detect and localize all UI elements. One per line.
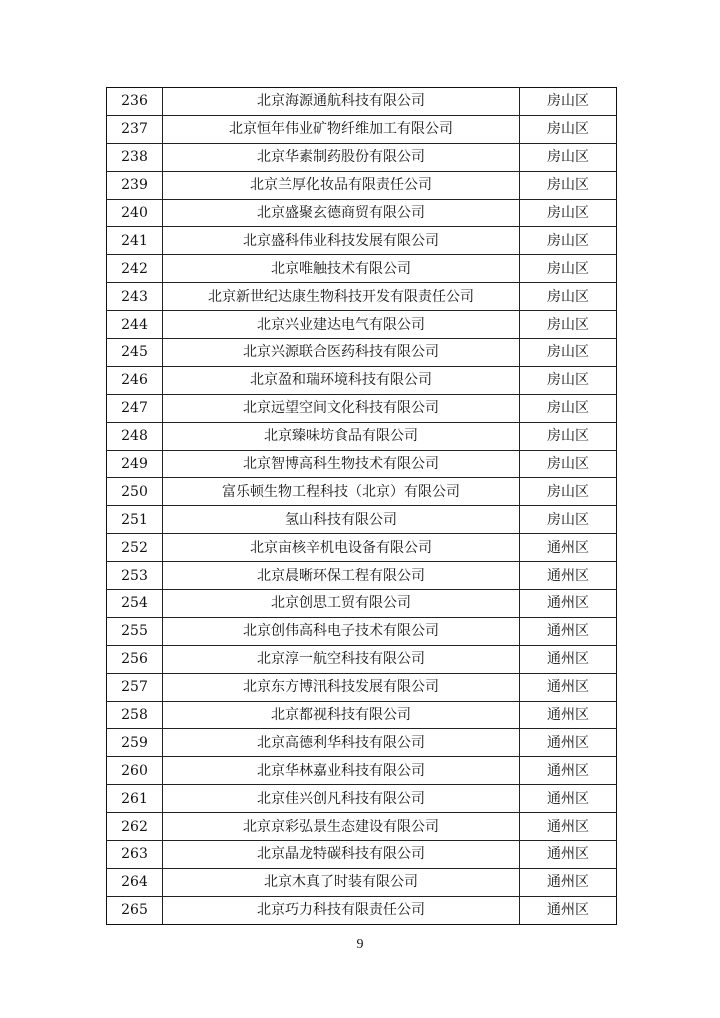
- district-cell: 通州区: [520, 590, 617, 618]
- company-name-cell: 北京都视科技有限公司: [163, 701, 520, 729]
- table-row: [107, 673, 617, 701]
- district-cell: 房山区: [520, 311, 617, 339]
- company-name-cell: 北京兴源联合医药科技有限公司: [163, 339, 520, 367]
- district-cell: 房山区: [520, 143, 617, 171]
- table-row: [107, 617, 617, 645]
- district-cell: 房山区: [520, 199, 617, 227]
- table-row: [107, 422, 617, 450]
- row-number-cell: 243: [107, 283, 163, 311]
- table-row: [107, 868, 617, 896]
- company-name-cell: 北京盛科伟业科技发展有限公司: [163, 227, 520, 255]
- district-cell: 房山区: [520, 450, 617, 478]
- district-cell: 房山区: [520, 394, 617, 422]
- table-row: [107, 506, 617, 534]
- row-number-cell: 251: [107, 506, 163, 534]
- company-name-cell: 北京京彩弘景生态建设有限公司: [163, 813, 520, 841]
- table-row: [107, 478, 617, 506]
- row-number-cell: 254: [107, 590, 163, 618]
- table-row: [107, 562, 617, 590]
- district-cell: 通州区: [520, 673, 617, 701]
- row-number-cell: 247: [107, 394, 163, 422]
- company-name-cell: 北京创思工贸有限公司: [163, 590, 520, 618]
- table-row: [107, 171, 617, 199]
- row-number-cell: 248: [107, 422, 163, 450]
- row-number-cell: 252: [107, 534, 163, 562]
- company-name-cell: 北京华素制药股份有限公司: [163, 143, 520, 171]
- company-name-cell: 北京巧力科技有限责任公司: [163, 896, 520, 924]
- company-name-cell: 北京晨晰环保工程有限公司: [163, 562, 520, 590]
- company-name-cell: 北京智博高科生物技术有限公司: [163, 450, 520, 478]
- district-cell: 通州区: [520, 785, 617, 813]
- company-name-cell: 北京亩核辛机电设备有限公司: [163, 534, 520, 562]
- district-cell: 通州区: [520, 757, 617, 785]
- row-number-cell: 263: [107, 841, 163, 869]
- company-name-cell: 北京高德利华科技有限公司: [163, 729, 520, 757]
- table-row: [107, 311, 617, 339]
- table-row: [107, 283, 617, 311]
- table-row: [107, 143, 617, 171]
- table-row: [107, 227, 617, 255]
- district-cell: 通州区: [520, 534, 617, 562]
- company-name-cell: 北京兴业建达电气有限公司: [163, 311, 520, 339]
- row-number-cell: 239: [107, 171, 163, 199]
- company-name-cell: 北京臻味坊食品有限公司: [163, 422, 520, 450]
- table-row: [107, 757, 617, 785]
- table-row: [107, 534, 617, 562]
- district-cell: 房山区: [520, 227, 617, 255]
- table-row: [107, 450, 617, 478]
- company-name-cell: 富乐顿生物工程科技（北京）有限公司: [163, 478, 520, 506]
- table-row: [107, 339, 617, 367]
- district-cell: 通州区: [520, 562, 617, 590]
- district-cell: 房山区: [520, 255, 617, 283]
- district-cell: 通州区: [520, 896, 617, 924]
- company-name-cell: 北京兰厚化妆品有限责任公司: [163, 171, 520, 199]
- district-cell: 通州区: [520, 701, 617, 729]
- company-name-cell: 北京佳兴创凡科技有限公司: [163, 785, 520, 813]
- district-cell: 房山区: [520, 283, 617, 311]
- row-number-cell: 250: [107, 478, 163, 506]
- table-row: [107, 255, 617, 283]
- table-row: [107, 729, 617, 757]
- company-name-cell: 北京唯触技术有限公司: [163, 255, 520, 283]
- table-row: [107, 701, 617, 729]
- table-row: [107, 394, 617, 422]
- row-number-cell: 262: [107, 813, 163, 841]
- row-number-cell: 236: [107, 88, 163, 116]
- table-row: [107, 115, 617, 143]
- district-cell: 通州区: [520, 645, 617, 673]
- row-number-cell: 258: [107, 701, 163, 729]
- district-cell: 通州区: [520, 729, 617, 757]
- company-name-cell: 北京晶龙特碳科技有限公司: [163, 841, 520, 869]
- district-cell: 通州区: [520, 841, 617, 869]
- company-name-cell: 北京东方博汛科技发展有限公司: [163, 673, 520, 701]
- row-number-cell: 260: [107, 757, 163, 785]
- table-row: [107, 645, 617, 673]
- row-number-cell: 241: [107, 227, 163, 255]
- district-cell: 通州区: [520, 813, 617, 841]
- company-name-cell: 北京创伟高科电子技术有限公司: [163, 617, 520, 645]
- table-row: [107, 199, 617, 227]
- row-number-cell: 265: [107, 896, 163, 924]
- row-number-cell: 253: [107, 562, 163, 590]
- table-row: [107, 88, 617, 116]
- row-number-cell: 259: [107, 729, 163, 757]
- table-row: [107, 841, 617, 869]
- district-cell: 房山区: [520, 171, 617, 199]
- district-cell: 通州区: [520, 868, 617, 896]
- district-cell: 房山区: [520, 366, 617, 394]
- district-cell: 通州区: [520, 617, 617, 645]
- page-number: 9: [356, 937, 364, 952]
- row-number-cell: 246: [107, 366, 163, 394]
- district-cell: 房山区: [520, 115, 617, 143]
- company-name-cell: 北京海源通航科技有限公司: [163, 88, 520, 116]
- company-name-cell: 北京木真了时装有限公司: [163, 868, 520, 896]
- company-name-cell: 北京恒年伟业矿物纤维加工有限公司: [163, 115, 520, 143]
- table-row: [107, 785, 617, 813]
- table-row: [107, 366, 617, 394]
- company-name-cell: 北京远望空间文化科技有限公司: [163, 394, 520, 422]
- table-row: [107, 590, 617, 618]
- company-name-cell: 北京新世纪达康生物科技开发有限责任公司: [163, 283, 520, 311]
- row-number-cell: 257: [107, 673, 163, 701]
- row-number-cell: 256: [107, 645, 163, 673]
- row-number-cell: 244: [107, 311, 163, 339]
- row-number-cell: 245: [107, 339, 163, 367]
- company-name-cell: 北京盛聚玄德商贸有限公司: [163, 199, 520, 227]
- company-table-body: [107, 88, 617, 925]
- district-cell: 房山区: [520, 88, 617, 116]
- row-number-cell: 249: [107, 450, 163, 478]
- district-cell: 房山区: [520, 478, 617, 506]
- company-name-cell: 北京盈和瑞环境科技有限公司: [163, 366, 520, 394]
- row-number-cell: 261: [107, 785, 163, 813]
- row-number-cell: 238: [107, 143, 163, 171]
- row-number-cell: 240: [107, 199, 163, 227]
- company-name-cell: 氢山科技有限公司: [163, 506, 520, 534]
- district-cell: 房山区: [520, 422, 617, 450]
- company-table: [106, 87, 617, 925]
- district-cell: 房山区: [520, 339, 617, 367]
- row-number-cell: 264: [107, 868, 163, 896]
- company-name-cell: 北京淳一航空科技有限公司: [163, 645, 520, 673]
- row-number-cell: 242: [107, 255, 163, 283]
- row-number-cell: 237: [107, 115, 163, 143]
- row-number-cell: 255: [107, 617, 163, 645]
- table-row: [107, 896, 617, 924]
- company-name-cell: 北京华林嘉业科技有限公司: [163, 757, 520, 785]
- table-row: [107, 813, 617, 841]
- district-cell: 房山区: [520, 506, 617, 534]
